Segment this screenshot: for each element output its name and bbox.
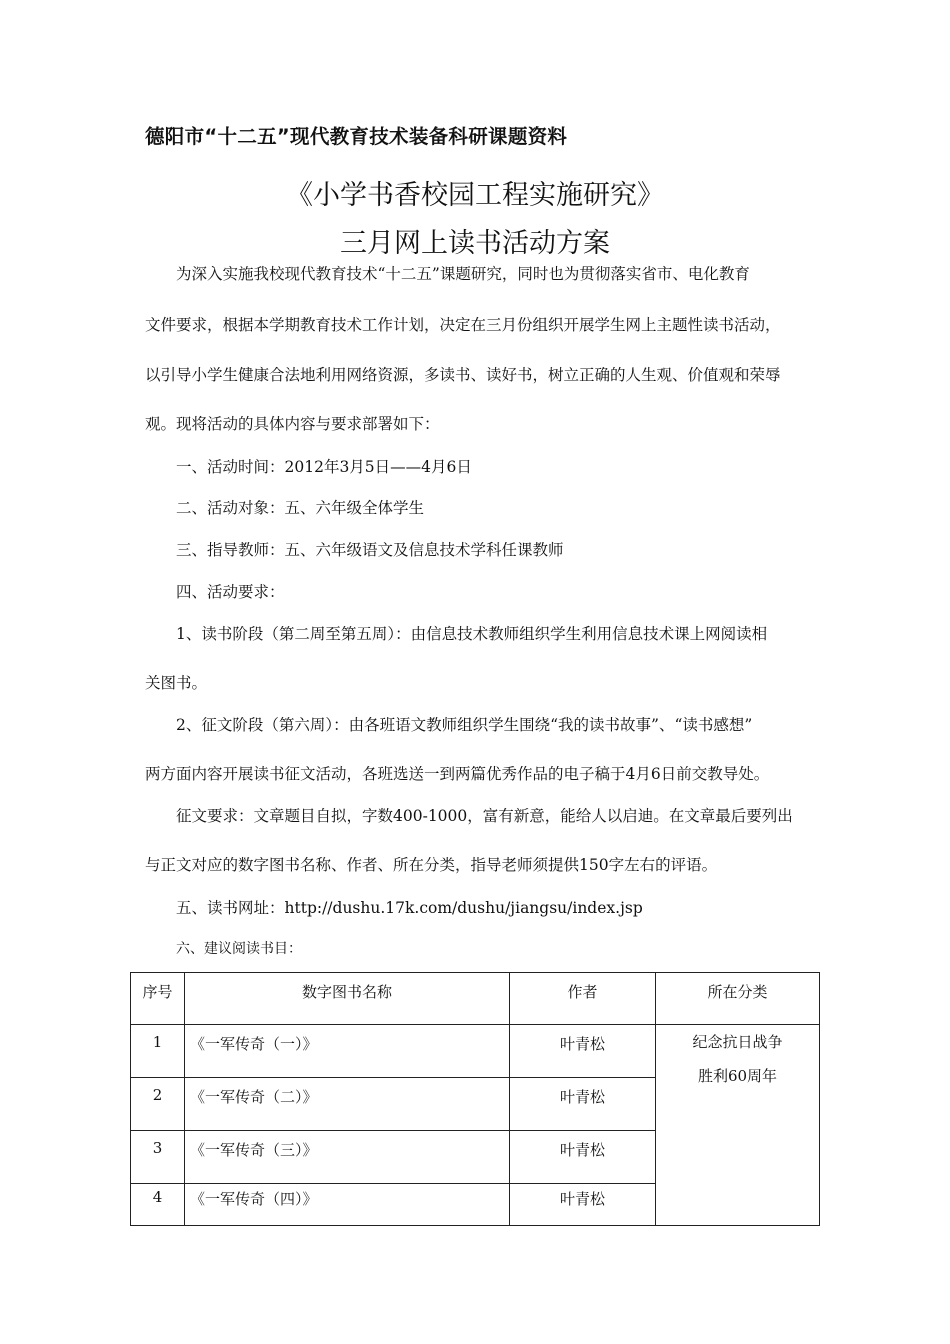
requirement-1-line: 1、读书阶段（第二周至第五周）：由信息技术教师组织学生利用信息技术课上网阅读相 (176, 625, 768, 643)
requirement-2-line: 2、征文阶段（第六周）：由各班语文教师组织学生围绕“我的读书故事”、“读书感想” (176, 716, 753, 734)
document-subtitle: 三月网上读书活动方案 (340, 228, 610, 259)
essay-requirement-line: 征文要求：文章题目自拟，字数400-1000，富有新意，能给人以启迪。在文章最后要列出 (176, 807, 793, 825)
document-header: 德阳市“十二五”现代教育技术装备科研课题资料 (145, 125, 568, 148)
row-number: 3 (131, 1131, 185, 1184)
intro-line: 以引导小学生健康合法地利用网络资源，多读书、读好书，树立正确的人生观、价值观和荣辱 (145, 366, 781, 384)
intro-line: 观。现将活动的具体内容与要求部署如下： (145, 415, 440, 433)
header-author: 作者 (510, 973, 656, 1025)
row-book-name: 《一军传奇（一）》 (185, 1025, 510, 1078)
essay-requirement-line: 与正文对应的数字图书名称、作者、所在分类，指导老师须提供150字左右的评语。 (145, 856, 718, 874)
row-book-name: 《一军传奇（四）》 (185, 1184, 510, 1226)
header-category: 所在分类 (656, 973, 820, 1025)
category-line: 纪念抗日战争 (692, 1033, 783, 1051)
intro-line: 为深入实施我校现代教育技术“十二五”课题研究，同时也为贯彻落实省市、电化教育 (176, 265, 750, 283)
activity-teacher: 三、指导教师：五、六年级语文及信息技术学科任课教师 (176, 541, 564, 559)
row-book-name: 《一军传奇（二）》 (185, 1078, 510, 1131)
intro-line: 文件要求，根据本学期教育技术工作计划，决定在三月份组织开展学生网上主题性读书活动， (145, 316, 781, 334)
activity-requirements-title: 四、活动要求： (176, 583, 285, 601)
book-table (130, 972, 820, 1226)
book-list-title: 六、建议阅读书目： (176, 941, 302, 957)
header-book-name: 数字图书名称 (185, 973, 510, 1025)
table-header-row (131, 973, 820, 1025)
row-author: 叶青松 (510, 1184, 656, 1226)
row-number: 2 (131, 1078, 185, 1131)
row-book-name: 《一军传奇（三）》 (185, 1131, 510, 1184)
row-number: 4 (131, 1184, 185, 1226)
row-number: 1 (131, 1025, 185, 1078)
document-title: 《小学书香校园工程实施研究》 (286, 180, 664, 211)
row-author: 叶青松 (510, 1025, 656, 1078)
category-line: 胜利60周年 (697, 1067, 778, 1085)
table-row (131, 1025, 820, 1078)
requirement-2-line: 两方面内容开展读书征文活动，各班选送一到两篇优秀作品的电子稿于4月6日前交教导处。 (145, 765, 770, 783)
row-author: 叶青松 (510, 1131, 656, 1184)
header-number: 序号 (131, 973, 185, 1025)
activity-time: 一、活动时间：2012年3月5日——4月6日 (176, 458, 472, 476)
row-author: 叶青松 (510, 1078, 656, 1131)
activity-target: 二、活动对象：五、六年级全体学生 (176, 499, 425, 517)
requirement-1-line: 关图书。 (145, 674, 208, 692)
reading-url: 五、读书网址：http://dushu.17k.com/dushu/jiangsu/index.jsp (176, 899, 643, 917)
row-category (656, 1025, 820, 1226)
